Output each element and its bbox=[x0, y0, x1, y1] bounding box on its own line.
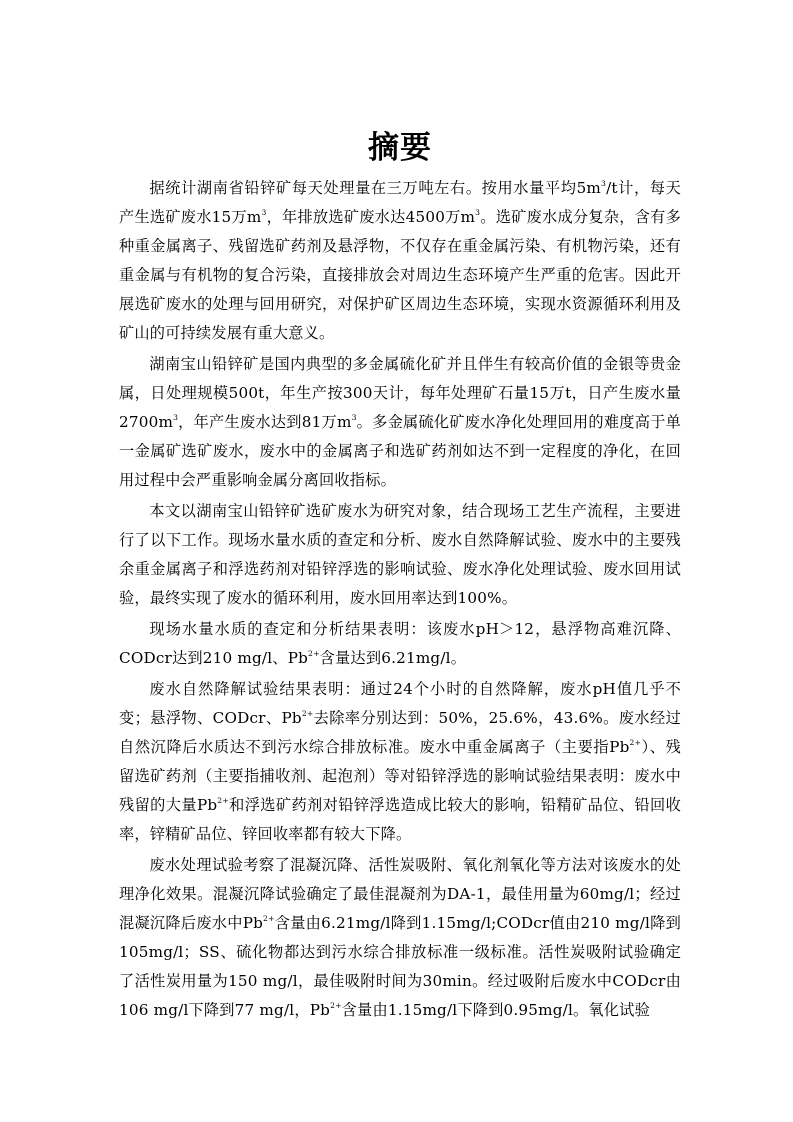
paragraph bbox=[119, 675, 681, 849]
text-run: 。选矿废水成分复杂，含有多种重金属离子、残留选矿药剂及悬浮物，不仅存在重金属污染、有机物污染，还有重金属与有机物的复合污染，直接排放会对周边生态环境产生严重的危害。因此开展选矿废水的处理与回用研究，对保护矿区周边生态环境，实现水资源循环利用及矿山的可持续发展有重大意义。 bbox=[119, 208, 681, 342]
superscript: 3 bbox=[601, 179, 607, 189]
superscript: 3 bbox=[173, 413, 179, 423]
text-run: 废水自然降解试验结果表明：通过24个小时的自然降解，废水pH值几乎不变；悬浮物、CODcr、Pb bbox=[119, 680, 681, 727]
superscript: 2+ bbox=[308, 649, 320, 659]
text-run: 。多金属硫化矿废水净化处理回用的难度高于单一金属矿选矿废水，废水中的金属离子和选矿药剂如达不到一定程度的净化，在回用过程中会严重影响金属分离回收指标。 bbox=[119, 413, 681, 489]
text-run: 含量达到6.21mg/l。 bbox=[319, 649, 467, 667]
text-run: 据统计湖南省铅锌矿每天处理量在三万吨左右。按用水量平均5m bbox=[149, 179, 602, 197]
text-run: 含量由6.21mg/l降到1.15mg/l;CODcr值由210 mg/l降到105mg/l；SS、硫化物都达到污水综合排放标准一级标准。活性炭吸附试验确定了活性炭用量为150 mg/l，最佳吸附时间为30min。经过吸附后废水中CODcr由106 mg/l下降到77 mg/l，Pb bbox=[119, 914, 681, 1019]
text-run: 和浮选矿药剂对铅锌浮选造成比较大的影响，铅精矿品位、铅回收率，锌精矿品位、锌回收率都有较大下降。 bbox=[119, 796, 681, 843]
superscript: 2+ bbox=[629, 738, 642, 748]
superscript: 2+ bbox=[301, 709, 314, 719]
paragraph bbox=[119, 174, 681, 348]
text-run: ，年排放选矿废水达4500万m bbox=[266, 208, 476, 226]
text-run: 本文以湖南宝山铅锌矿选矿废水为研究对象，结合现场工艺生产流程，主要进行了以下工作。现场水量水质的查定和分析、废水自然降解试验、废水中的主要残余重金属离子和浮选药剂对铅锌浮选的影响试验、废水净化处理试验、废水回用试验，最终实现了废水的循环利用，废水回用率达到100%。 bbox=[119, 502, 681, 607]
superscript: 3 bbox=[475, 208, 481, 218]
paragraph bbox=[119, 851, 681, 1025]
superscript: 2+ bbox=[330, 1001, 342, 1011]
text-run: 去除率分别达到：50%，25.6%，43.6%。废水经过自然沉降后水质达不到污水综合排放标准。废水中重金属离子（主要指Pb bbox=[119, 709, 681, 756]
abstract-body bbox=[119, 174, 681, 1025]
text-run: 现场水量水质的查定和分析结果表明：该废水pH＞12，悬浮物高难沉降、CODcr达到210 mg/l、Pb bbox=[119, 620, 681, 667]
text-run: ）、残留选矿药剂（主要指捕收剂、起泡剂）等对铅锌浮选的影响试验结果表明：废水中残留的大量Pb bbox=[119, 738, 681, 814]
text-run: /t计，每天产生选矿废水15万m bbox=[119, 179, 681, 226]
text-run: 废水处理试验考察了混凝沉降、活性炭吸附、氧化剂氧化等方法对该废水的处理净化效果。混凝沉降试验确定了最佳混凝剂为DA-1，最佳用量为60mg/l；经过混凝沉降后废水中Pb bbox=[119, 856, 681, 932]
superscript: 3 bbox=[261, 208, 267, 218]
superscript: 3 bbox=[351, 413, 357, 423]
paragraph bbox=[119, 350, 681, 495]
superscript: 2+ bbox=[263, 914, 275, 924]
paragraph bbox=[119, 497, 681, 613]
text-run: ，年产生废水达到81万m bbox=[178, 413, 352, 431]
text-run: 湖南宝山铅锌矿是国内典型的多金属硫化矿并且伴生有较高价值的金银等贵金属，日处理规模500t，年生产按300天计，每年处理矿石量15万t，日产生废水量2700m bbox=[119, 355, 681, 431]
paragraph bbox=[119, 615, 681, 673]
superscript: 2+ bbox=[217, 796, 229, 806]
document-page bbox=[119, 128, 681, 1027]
text-run: 含量由1.15mg/l下降到0.95mg/l。氧化试验 bbox=[341, 1001, 650, 1019]
page-title: 摘要 bbox=[368, 130, 432, 166]
